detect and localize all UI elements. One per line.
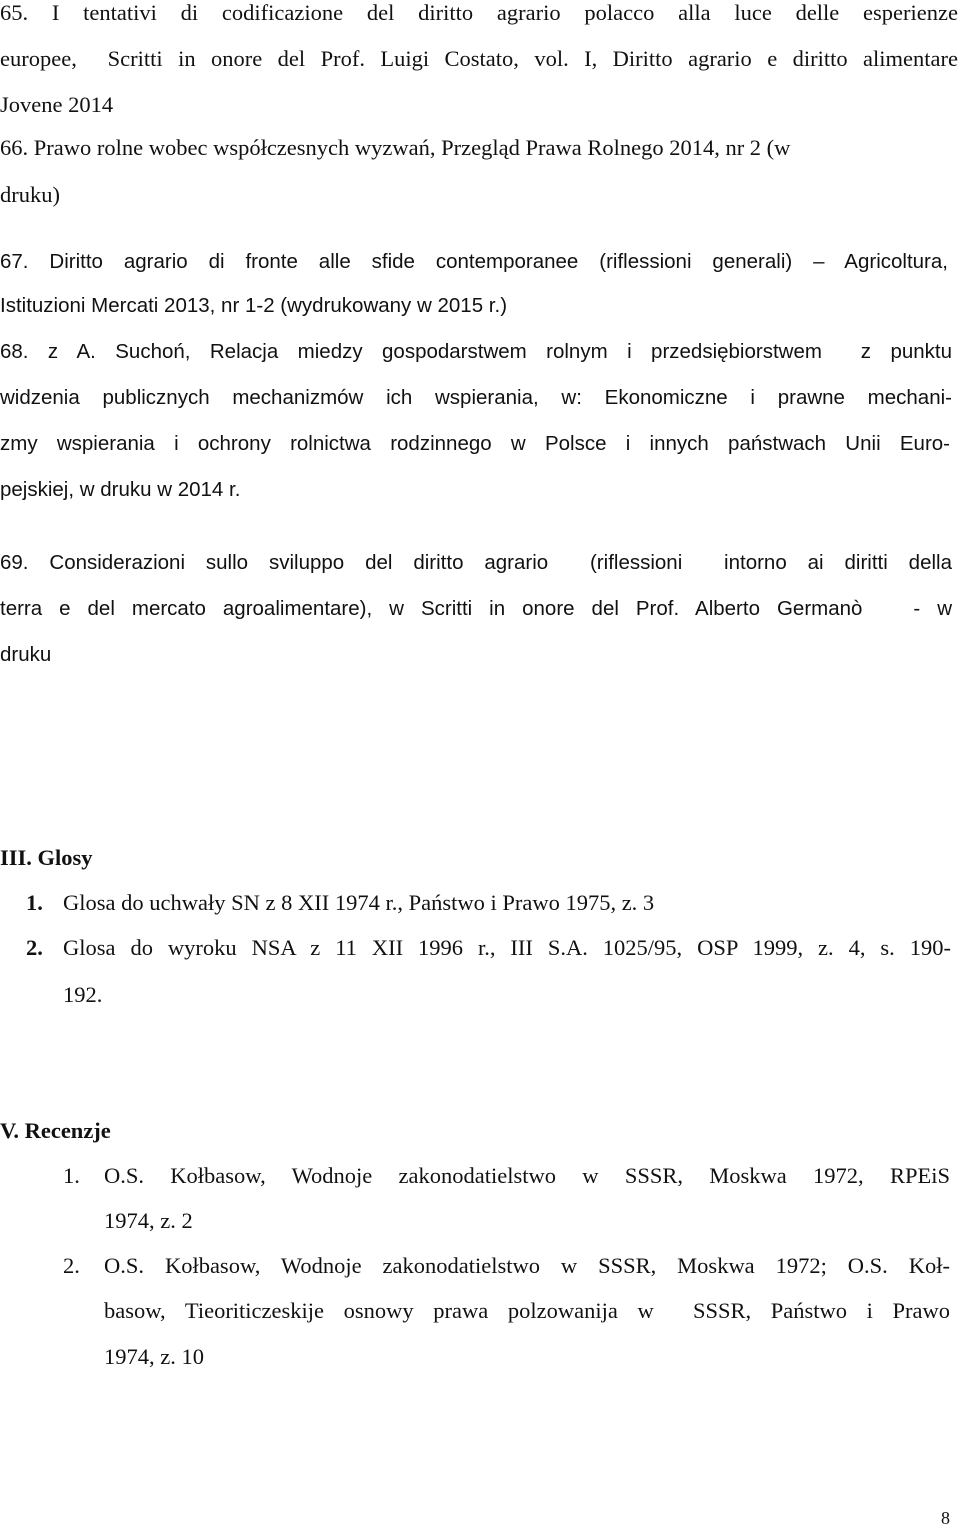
entry-67-line-2: Istituzioni Mercati 2013, nr 1-2 (wydrukowany w 2015 r.): [0, 294, 508, 317]
glosy-item-1-number: 1.: [26, 890, 43, 915]
entry-68-line-1: 68. z A. Suchoń, Relacja miedzy gospodarstwem rolnym i przedsiębiorstwem z punktu: [0, 340, 952, 363]
recenzje-item-1-line-2: 1974, z. 2: [104, 1208, 193, 1233]
entry-68-line-4: pejskiej, w druku w 2014 r.: [0, 478, 241, 501]
entry-69-line-2: terra e del mercato agroalimentare), w Scritti in onore del Prof. Alberto Germanò - w: [0, 597, 952, 620]
entry-67-line-1: 67. Diritto agrario di fronte alle sfide contemporanee (riflessioni generali) – Agricoltura,: [0, 250, 948, 273]
entry-66-line-1: 66. Prawo rolne wobec współczesnych wyzwań, Przegląd Prawa Rolnego 2014, nr 2 (w: [0, 135, 791, 160]
page-number: 8: [941, 1508, 950, 1528]
recenzje-item-2-line-1: O.S. Kołbasow, Wodnoje zakonodatielstwo w SSSR, Moskwa 1972; O.S. Koł-: [104, 1253, 950, 1278]
glosy-item-2-number: 2.: [26, 935, 43, 960]
entry-68-line-2: widzenia publicznych mechanizmów ich wspierania, w: Ekonomiczne i prawne mechani-: [0, 386, 952, 409]
entry-65-line-2: europee, Scritti in onore del Prof. Luigi Costato, vol. I, Diritto agrario e diritto alimentare: [0, 46, 958, 71]
entry-69-line-1: 69. Considerazioni sullo sviluppo del diritto agrario (riflessioni intorno ai diritti della: [0, 551, 952, 574]
glosy-item-2-line-1: Glosa do wyroku NSA z 11 XII 1996 r., III S.A. 1025/95, OSP 1999, z. 4, s. 190-: [63, 935, 951, 960]
entry-65-line-3: Jovene 2014: [0, 92, 114, 117]
glosy-item-1-text: Glosa do uchwały SN z 8 XII 1974 r., Państwo i Prawo 1975, z. 3: [63, 890, 655, 915]
recenzje-item-2-number: 2.: [63, 1253, 80, 1278]
section-heading-glosy: III. Glosy: [0, 845, 93, 870]
recenzje-item-2-line-2: basow, Tieoriticzeskije osnowy prawa polzowanija w SSSR, Państwo i Prawo: [104, 1298, 950, 1323]
recenzje-item-2-line-3: 1974, z. 10: [104, 1344, 204, 1369]
entry-68-line-3: zmy wspierania i ochrony rolnictwa rodzinnego w Polsce i innych państwach Unii Euro-: [0, 432, 950, 455]
entry-65-line-1: 65. I tentativi di codificazione del diritto agrario polacco alla luce delle esperienze: [0, 0, 958, 25]
entry-66-line-2: druku): [0, 182, 60, 207]
section-heading-recenzje: V. Recenzje: [0, 1118, 111, 1143]
entry-69-line-3: druku: [0, 643, 52, 666]
recenzje-item-1-number: 1.: [63, 1163, 80, 1188]
recenzje-item-1-line-1: O.S. Kołbasow, Wodnoje zakonodatielstwo w SSSR, Moskwa 1972, RPEiS: [104, 1163, 950, 1188]
glosy-item-2-line-2: 192.: [63, 982, 103, 1007]
